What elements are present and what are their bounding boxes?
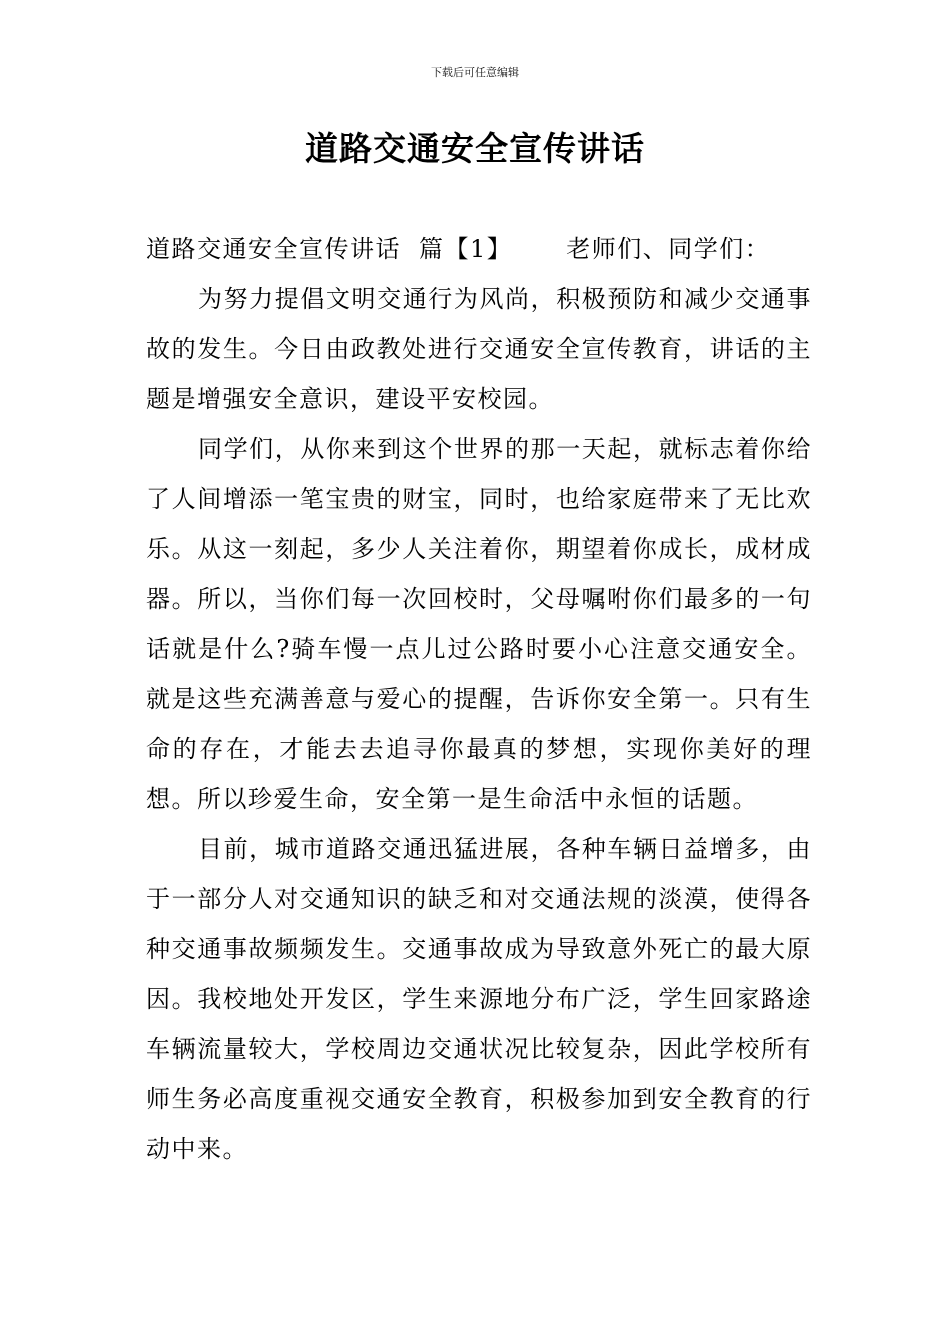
lead-line — [146, 224, 812, 274]
lead-title-ref: 道路交通安全宣传讲话 — [146, 235, 401, 263]
paragraph-3: 目前，城市道路交通迅猛进展，各种车辆日益增多，由于一部分人对交通知识的缺乏和对交通法规的淡漠，使得各种交通事故频频发生。交通事故成为导致意外死亡的最大原因。我校地处开发区，学生来源地分布广泛，学生回家路途车辆流量较大，学校周边交通状况比较复杂，因此学校所有师生务必高度重视交通安全教育，积极参加到安全教育的行动中来。 — [146, 835, 812, 1163]
lead-salutation: 老师们、同学们： — [566, 235, 771, 263]
header-note: 下载后可任意编辑 — [431, 66, 519, 79]
document-body — [146, 224, 812, 1174]
paragraph-2: 同学们，从你来到这个世界的那一天起，就标志着你给了人间增添一笔宝贵的财宝，同时，也给家庭带来了无比欢乐。从这一刻起，多少人关注着你，期望着你成长，成材成器。所以，当你们每一次回校时，父母嘱咐你们最多的一句话就是什么?骑车慢一点儿过公路时要小心注意交通安全。就是这些充满善意与爱心的提醒，告诉你安全第一。只有生命的存在，才能去去追寻你最真的梦想，实现你美好的理想。所以珍爱生命，安全第一是生命活中永恒的话题。 — [146, 435, 812, 813]
lead-part: 篇【1】 — [419, 235, 513, 263]
paragraph-1: 为努力提倡文明交通行为风尚，积极预防和减少交通事故的发生。今日由政教处进行交通安全宣传教育，讲话的主题是增强安全意识，建设平安校园。 — [146, 285, 812, 413]
document-title: 道路交通安全宣传讲话 — [305, 129, 645, 168]
